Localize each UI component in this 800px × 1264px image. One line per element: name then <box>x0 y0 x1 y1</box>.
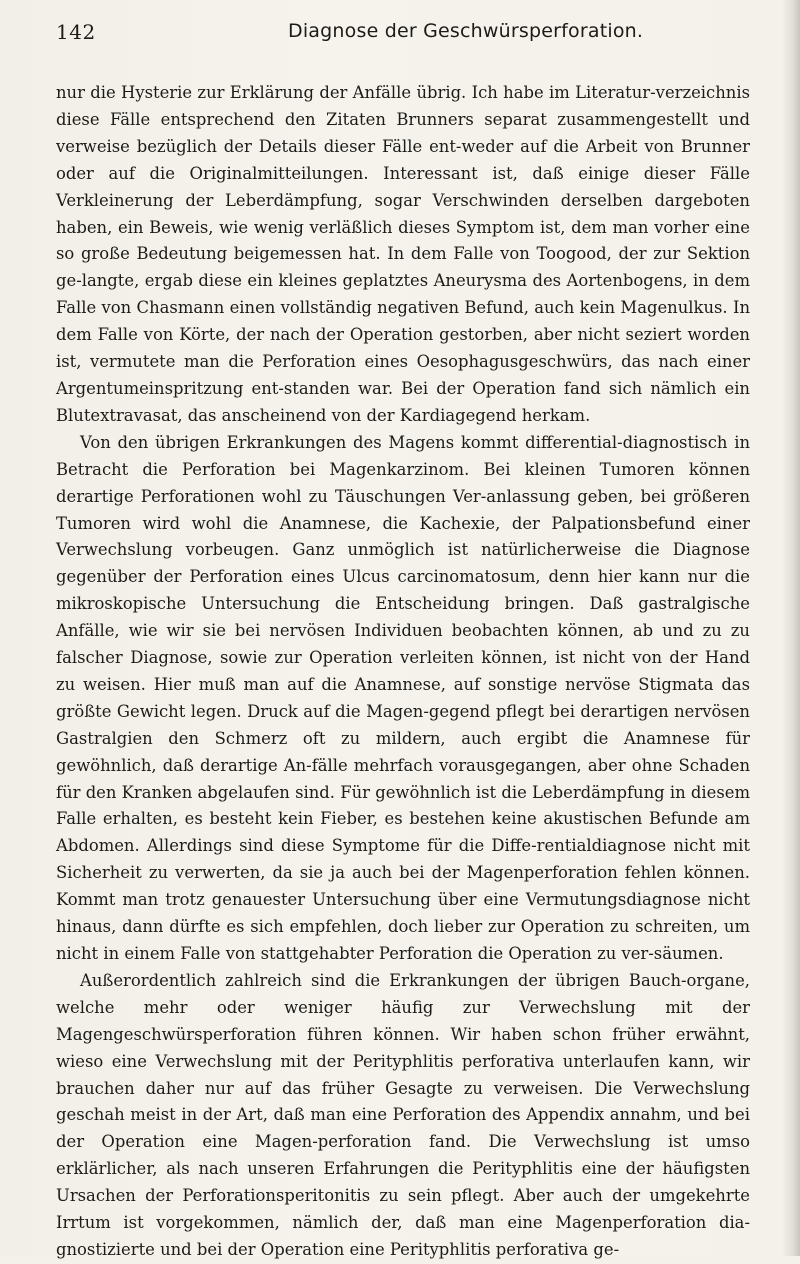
page-number: 142 <box>56 20 96 44</box>
body-text <box>56 80 750 1264</box>
running-title: Diagnose der Geschwürsperforation. <box>288 20 644 42</box>
page-edge-shadow <box>782 0 800 1256</box>
paragraph-2: Von den übrigen Erkrankungen des Magens kommt differential-diagnostisch in Betracht die Perforation bei Magenkarzinom. Bei kleinen Tumoren können derartige Perforationen wohl zu Täuschungen Ver-anlassung geben, bei größeren Tumoren wird wohl die Anamnese, die Kachexie, der Palpationsbefund einer Verwechslung vorbeugen. Ganz unmöglich ist natürlicherweise die Diagnose gegenüber der Perforation eines Ulcus carcinomatosum, denn hier kann nur die mikroskopische Untersuchung die Entscheidung bringen. Daß gastralgische Anfälle, wie wir sie bei nervösen Individuen beobachten können, ab und zu zu falscher Diagnose, sowie zur Operation verleiten können, ist nicht von der Hand zu weisen. Hier muß man auf die Anamnese, auf sonstige nervöse Stigmata das größte Gewicht legen. Druck auf die Magen-gegend pflegt bei derartigen nervösen Gastralgien den Schmerz oft zu mildern, auch ergibt die Anamnese für gewöhnlich, daß derartige An-fälle mehrfach vorausgegangen, aber ohne Schaden für den Kranken abgelaufen sind. Für gewöhnlich ist die Leberdämpfung in diesem Falle erhalten, es besteht kein Fieber, es bestehen keine akustischen Befunde am Abdomen. Allerdings sind diese Symptome für die Diffe-rentialdiagnose nicht mit Sicherheit zu verwerten, da sie ja auch bei der Magenperforation fehlen können. Kommt man trotz genauester Untersuchung über eine Vermutungsdiagnose nicht hinaus, dann dürfte es sich empfehlen, doch lieber zur Operation zu schreiten, um nicht in einem Falle von stattgehabter Perforation die Operation zu ver-säumen. <box>56 432 750 963</box>
paragraph-1: nur die Hysterie zur Erklärung der Anfälle übrig. Ich habe im Literatur-verzeichnis diese Fälle entsprechend den Zitaten Brunners separat zusammengestellt und verweise bezüglich der Details dieser Fälle ent-weder auf die Arbeit von Brunner oder auf die Originalmitteilungen. Interessant ist, daß einige dieser Fälle Verkleinerung der Leberdämpfung, sogar Verschwinden derselben dargeboten haben, ein Beweis, wie wenig verläßlich dieses Symptom ist, dem man vorher eine so große Bedeutung beigemessen hat. In dem Falle von Toogood, der zur Sektion ge-langte, ergab diese ein kleines geplatztes Aneurysma des Aortenbogens, in dem Falle von Chasmann einen vollständig negativen Befund, auch kein Magenulkus. In dem Falle von Körte, der nach der Operation gestorben, aber nicht seziert worden ist, vermutete man die Perforation eines Oesophagusgeschwürs, das nach einer Argentumeinspritzung ent-standen war. Bei der Operation fand sich nämlich ein Blutextravasat, das anscheinend von der Kardiagegend herkam. <box>56 83 750 425</box>
paragraph-3: Außerordentlich zahlreich sind die Erkrankungen der übrigen Bauch-organe, welche mehr oder weniger häufig zur Verwechslung mit der Magengeschwürsperforation führen können. Wir haben schon früher erwähnt, wieso eine Verwechslung mit der Perityphlitis perforativa unterlaufen kann, wir brauchen daher nur auf das früher Gesagte zu verweisen. Die Verwechslung geschah meist in der Art, daß man eine Perforation des Appendix annahm, und bei der Operation eine Magen-perforation fand. Die Verwechslung ist umso erklärlicher, als nach unseren Erfahrungen die Perityphlitis eine der häufigsten Ursachen der Perforationsperitonitis zu sein pflegt. Aber auch der umgekehrte Irrtum ist vorgekommen, nämlich der, daß man eine Magenperforation dia-gnostizierte und bei der Operation eine Perityphlitis perforativa ge- <box>56 970 750 1259</box>
page-header <box>56 14 756 54</box>
